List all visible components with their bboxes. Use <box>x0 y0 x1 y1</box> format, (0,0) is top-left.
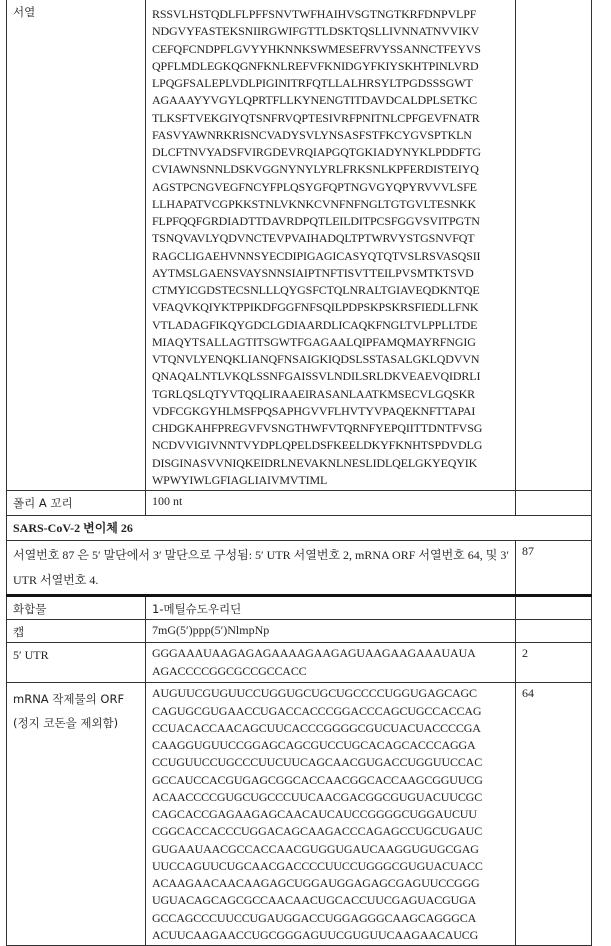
orf-label <box>7 683 146 946</box>
cap-value: 7mG(5′)ppp(5′)NlmpNp <box>146 620 516 643</box>
sequence-line: FASVYAWNRKRISNCVADYSVLYNSASFSTFKCYGVSPTKLN <box>152 127 509 144</box>
utr5-sequence <box>146 643 516 683</box>
sequence-line: AYTMSLGAENSVAYSNNSIAIPTNFTISVTTEILPVSMTKTSVD <box>152 265 509 282</box>
sequence-line: RAGCLIGAEHVNNSYECDIPIGAGICASYQTQTVSLRSVASQSII <box>152 248 509 265</box>
sequence-line: CCUACACCAACAGCUUCACCCGGGGCGUCUACUACCCCGA <box>152 720 509 737</box>
sequence-line: VTQNVLYENQKLIANQFNSAIGKIQDSLSSTASALGKLQDVVN <box>152 351 509 368</box>
empty-cell <box>516 620 592 643</box>
protein-sequence-row <box>7 0 592 491</box>
utr5-seq-id: 2 <box>516 643 592 683</box>
orf-label-line2: (정지 코돈을 제외함) <box>13 711 139 735</box>
protein-sequence <box>146 0 516 491</box>
sequence-line: CHDGKAHFPREGVFVSNGTHWFVTQRNFYEPQIITTDNTFVSG <box>152 420 509 437</box>
sequence-line: CCUGUUCCUGCCCUUCUUCAGCAACGUGACCUGGUUCCAC <box>152 754 509 771</box>
sequence-line: QPFLMDLEGKQGNFKNLREFVFKNIDGYFKIYSKHTPINLVRD <box>152 58 509 75</box>
empty-cell <box>516 491 592 516</box>
sequence-line: ACUUCAAGAACCUGCGGGAGUUCGUGUUCAAGAACAUCG <box>152 927 509 944</box>
polya-value: 100 nt <box>146 491 516 516</box>
sequence-line: ACAACCCCGUGCUGCCCUUCAACGACGGCGUGUACUUCGC <box>152 789 509 806</box>
sequence-line: TSNQVAVLYQDVNCTEVPVAIHADQLTPTWRVYSTGSNVFQT <box>152 230 509 247</box>
sequence-line: CAGCACCGAGAAGAGCAACAUCAUCCGGGGCUGGAUCUU <box>152 806 509 823</box>
compound-value: 1-메틸슈도우리딘 <box>146 596 516 620</box>
sequence-line: NCDVVIGIVNNTVYDPLQPELDSFKEELDKYFKNHTSPDVDLG <box>152 437 509 454</box>
sequence-line: MIAQYTSALLAGTITSGWTFGAGAALQIPFAMQMAYRFNGIG <box>152 334 509 351</box>
sequence-line: GCCAUCCACGUGAGCGGCACCAACGGCACCAAGCGGUUCG <box>152 772 509 789</box>
variant-seq-id: 87 <box>516 541 592 596</box>
sequence-line: FLPFQQFGRDIADTTDAVRDPQTLEILDITPCSFGGVSVITPGTN <box>152 213 509 230</box>
sequence-table <box>6 0 592 946</box>
sequence-line: VFAQVKQIYKTPPIKDFGGFNFSQILPDPSKPSKRSFIEDLLFNK <box>152 299 509 316</box>
sequence-line: AGACCCCGGCGCCGCCACC <box>152 663 509 680</box>
sequence-line: CTMYICGDSTECSNLLLQYGSFCTQLNRALTGIAVEQDKNTQE <box>152 282 509 299</box>
sequence-line: ACAAGAACAACAAGAGCUGGAUGGAGAGCGAGUUCCGGG <box>152 875 509 892</box>
sequence-line: RSSVLHSTQDLFLPFFSNVTWFHAIHVSGTNGTKRFDNPVLPF <box>152 6 509 23</box>
sequence-line: UUCCAGUUCUGCAACGACCCCUUCCUGGGCGUGUACUACC <box>152 858 509 875</box>
sequence-line: CVIAWNSNNLDSKVGGNYNYLYRLFRKSNLKPFERDISTEIYQ <box>152 161 509 178</box>
sequence-line: AGSTPCNGVEGFNCYFPLQSYGFQPTNGVGYQPYRVVVLSFE <box>152 179 509 196</box>
compound-row <box>7 596 592 620</box>
utr5-row <box>7 643 592 683</box>
polya-label: 폴리 A 꼬리 <box>7 491 146 516</box>
sequence-line: GCCAGCCCUUCCUGAUGGACCUGGAGGGCAAGCAGGGCA <box>152 910 509 927</box>
sequence-line: GUGAAUAACGCCACCAACGUGGUGAUCAAGGUGUGCGAG <box>152 841 509 858</box>
variant-description: 서열번호 87 은 5′ 말단에서 3′ 말단으로 구성됨: 5′ UTR 서열번호 2, mRNA ORF 서열번호 64, 및 3′ UTR 서열번호 4. <box>7 541 516 596</box>
sequence-line: DISGINASVVNIQKEIDRLNEVAKNLNESLIDLQELGKYEQYIK <box>152 455 509 472</box>
sequence-line: AUGUUCGUGUUCCUGGUGCUGCUGCCCCUGGUGAGCAGC <box>152 685 509 702</box>
sequence-line: CEFQFCNDPFLGVYYHKNNKSWMESEFRVYSSANNCTFEYVS <box>152 41 509 58</box>
sequence-line: QNAQALNTLVKQLSSNFGAISSVLNDILSRLDKVEAEVQIDRLI <box>152 368 509 385</box>
sequence-line: AGAAAYYVGYLQPRTFLLKYNENGTITDAVDCALDPLSETKC <box>152 92 509 109</box>
sequence-line: DLCFTNVYADSFVIRGDEVRQIAPGQTGKIADYNYKLPDDFTG <box>152 144 509 161</box>
orf-sequence <box>146 683 516 946</box>
sequence-line: VTLADAGFIKQYGDCLGDIAARDLICAQKFNGLTVLPPLLTDE <box>152 317 509 334</box>
sequence-line: VDFCGKGYHLMSFPQSAPHGVVFLHVTYVPAQEKNFTTAPAI <box>152 403 509 420</box>
variant-heading-row <box>7 516 592 541</box>
sequence-line: CAGUGCGUGAACCUGACCACCCGGACCCAGCUGCCACCAG <box>152 703 509 720</box>
compound-label: 화합물 <box>7 596 146 620</box>
sequence-line: LLHAPATVCGPKKSTNLVKNKCVNFNFNGLTGTGVLTESNKK <box>152 196 509 213</box>
orf-label-line1: mRNA 작제물의 ORF <box>13 687 139 711</box>
polya-row <box>7 491 592 516</box>
orf-row <box>7 683 592 946</box>
empty-cell <box>516 596 592 620</box>
sequence-line: UGUACAGCAGCGCCAACAACUGCACCUUCGAGUACGUGA <box>152 892 509 909</box>
orf-seq-id: 64 <box>516 683 592 946</box>
cap-row <box>7 620 592 643</box>
variant-description-row <box>7 541 592 596</box>
sequence-line: GGGAAAUAAGAGAGAAAAGAAGAGUAAGAAGAAAUAUA <box>152 645 509 662</box>
sequence-line: WPWYIWLGFIAGLIAIVMVTIML <box>152 472 509 489</box>
cap-label: 캡 <box>7 620 146 643</box>
sequence-line: CAAGGUGUUCCGGAGCAGCGUCCUGCACAGCACCCAGGA <box>152 737 509 754</box>
variant-heading: SARS-CoV-2 변이체 26 <box>7 516 592 541</box>
sequence-line: TGRLQSLQTYVTQQLIRAAEIRASANLAATKMSECVLGQSKR <box>152 386 509 403</box>
sequence-line: LPQGFSALEPLVDLPIGINITRFQTLLALHRSYLTPGDSSSGWT <box>152 75 509 92</box>
sequence-line: NDGVYFASTEKSNIIRGWIFGTTLDSKTQSLLIVNNATNVVIKV <box>152 23 509 40</box>
sequence-line: TLKSFTVEKGIYQTSNFRVQPTESIVRFPNITNLCPFGEVFNATR <box>152 110 509 127</box>
seq-id-cell <box>516 0 592 491</box>
sequence-line: CGGCACCACCCUGGACAGCAAGACCCAGAGCCUGCUGAUC <box>152 823 509 840</box>
utr5-label: 5′ UTR <box>7 643 146 683</box>
seq-label: 서열 <box>7 0 146 491</box>
